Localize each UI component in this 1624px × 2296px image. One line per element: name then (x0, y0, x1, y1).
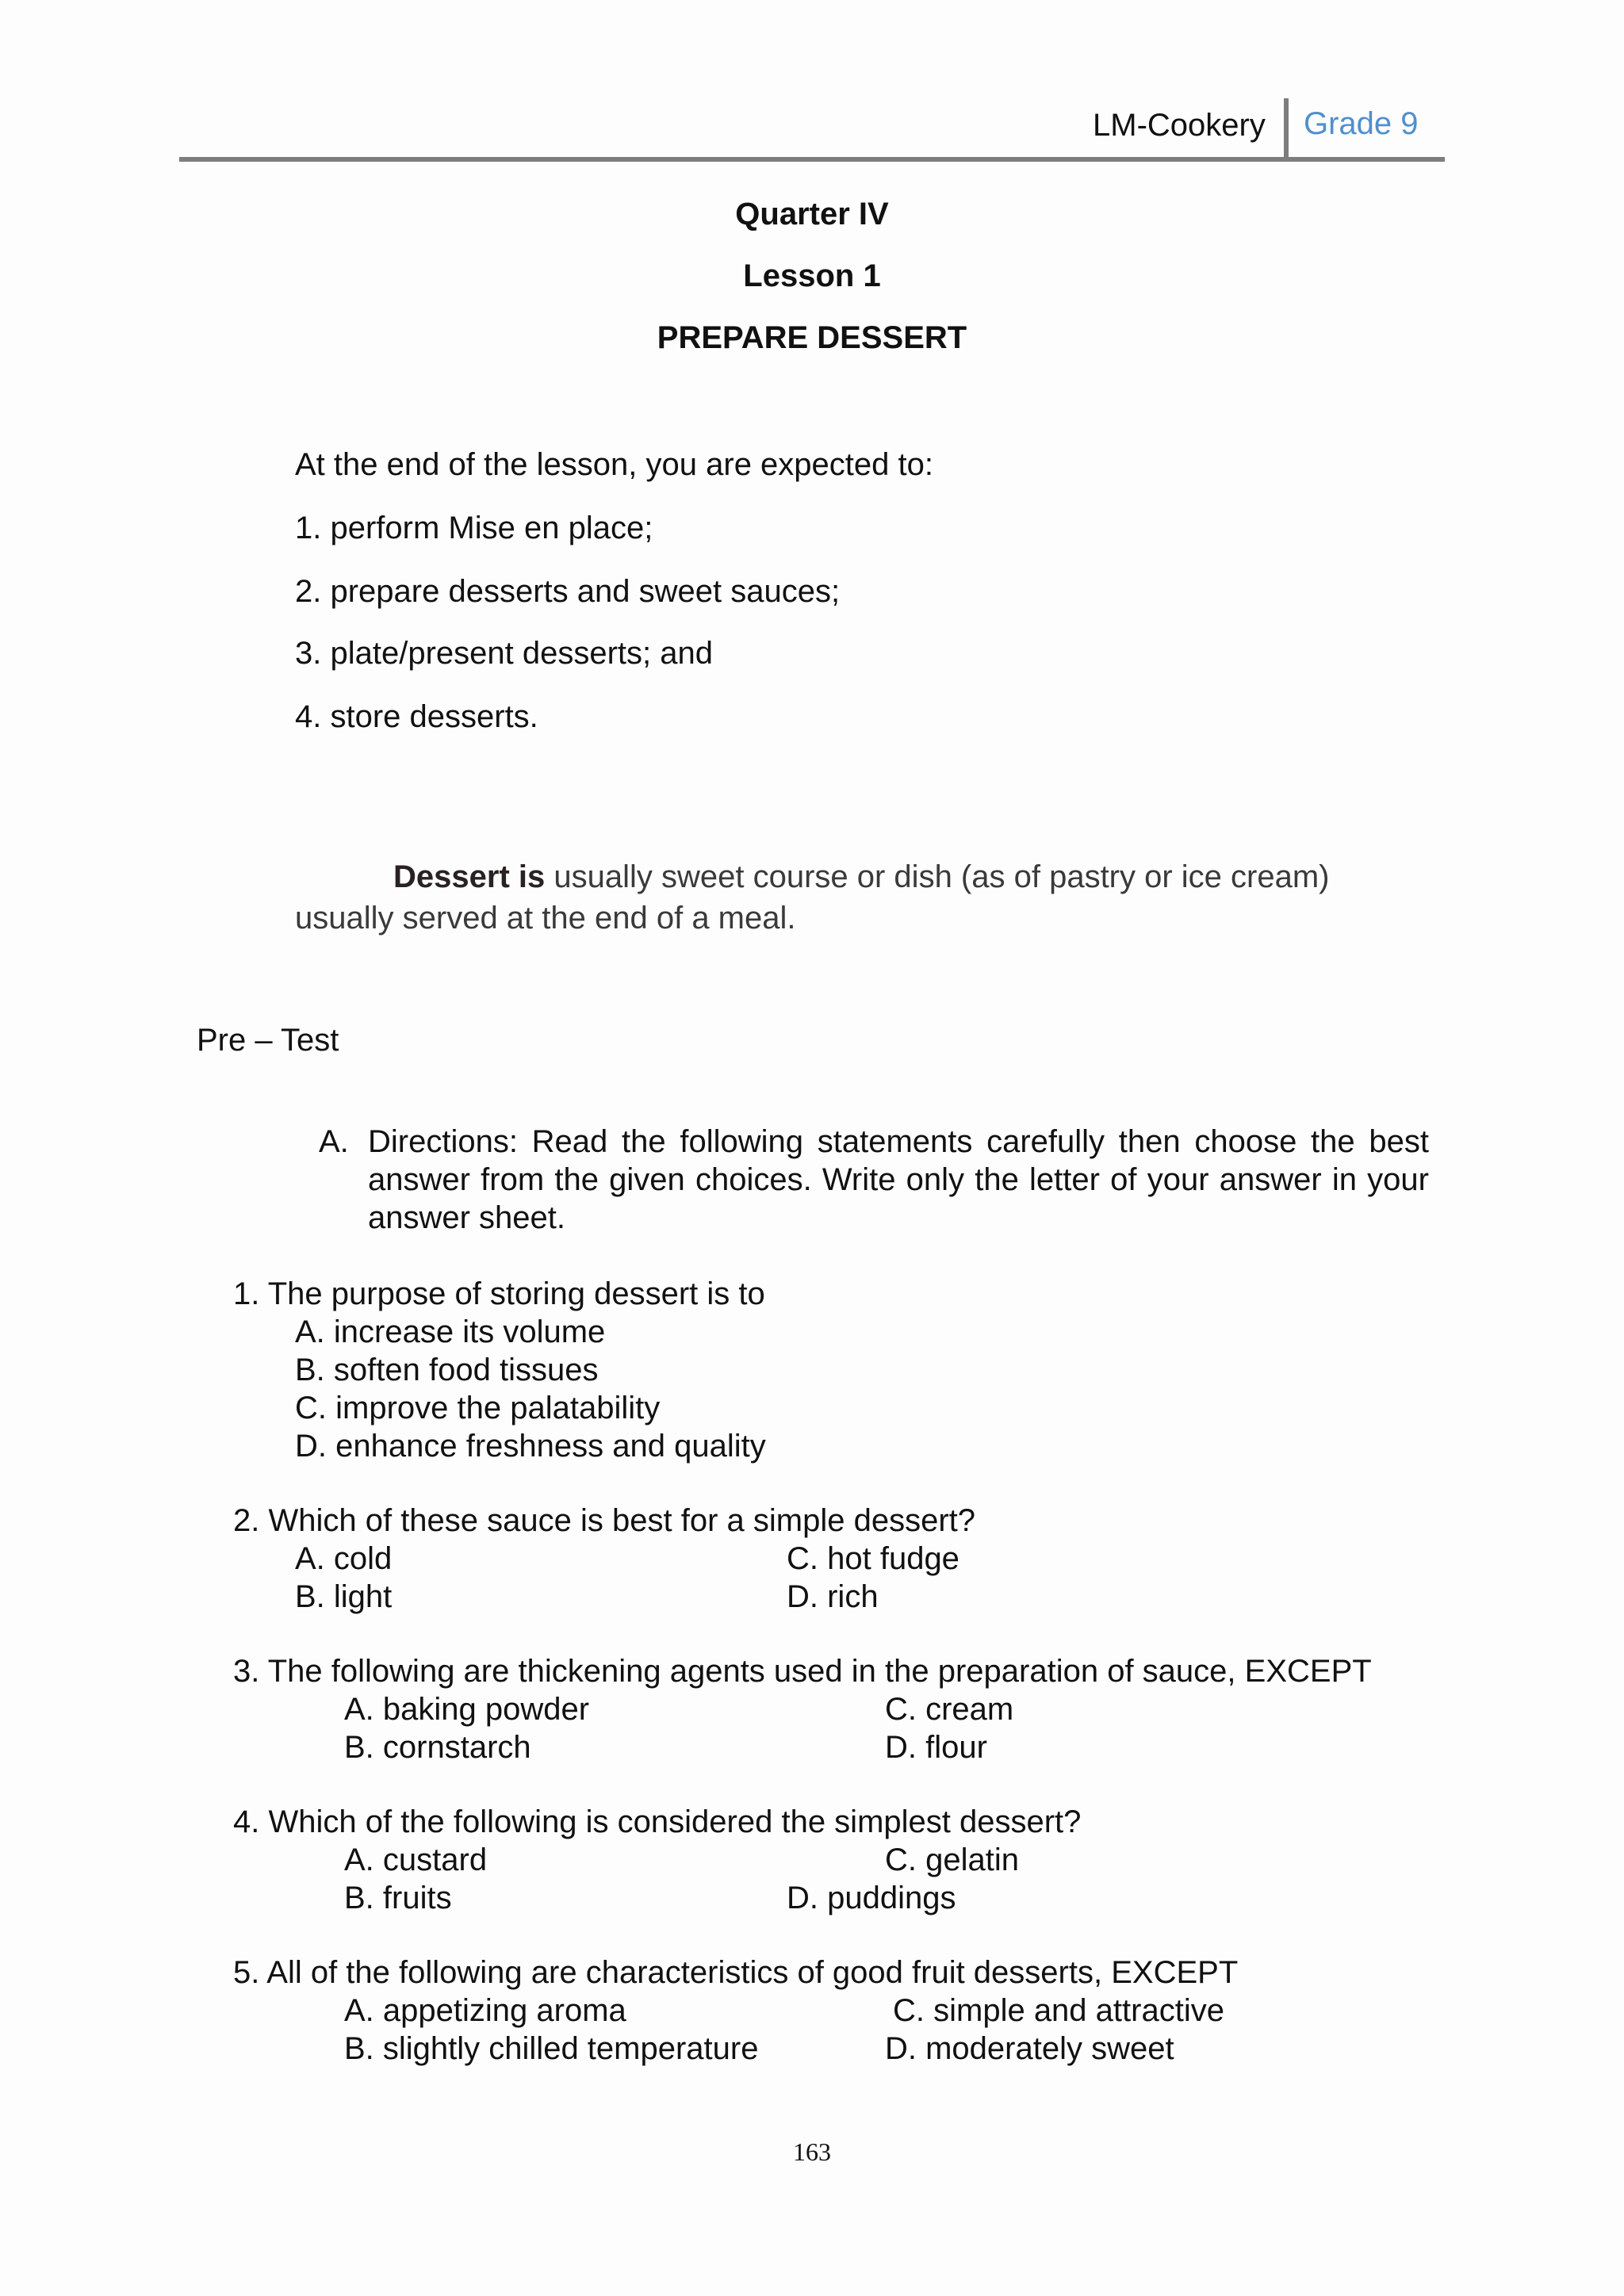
objective-item: 2. prepare desserts and sweet sauces; (295, 574, 841, 609)
definition-term: Dessert is (393, 859, 546, 894)
objective-item: 4. store desserts. (295, 699, 538, 734)
question-choice: A. custard (344, 1843, 488, 1877)
question-choice: C. improve the palatability (295, 1391, 661, 1425)
question-stem: 1. The purpose of storing dessert is to (233, 1276, 765, 1311)
question-choice: C. simple and attractive (893, 1993, 1224, 2028)
question-choice: B. fruits (344, 1881, 452, 1915)
header-grade: Grade 9 (1304, 106, 1419, 141)
question-choice: A. baking powder (344, 1692, 590, 1727)
question-stem: 3. The following are thickening agents used in the preparation of sauce, EXCEPT (233, 1654, 1372, 1689)
objective-item: 1. perform Mise en place; (295, 511, 653, 545)
directions-text: Directions: Read the following statements carefully then choose the best answer from the given choices. Write only the letter of your answer in your answer sheet. (368, 1124, 1429, 1235)
header-rule (179, 157, 1445, 162)
question-choice: D. flour (885, 1730, 987, 1765)
definition-line-1 (393, 859, 1330, 895)
objective-item: 3. plate/present desserts; and (295, 636, 713, 671)
question-choice: D. enhance freshness and quality (295, 1429, 766, 1464)
page-number: 163 (793, 2137, 831, 2166)
question-choice: A. cold (295, 1541, 393, 1576)
question-choice: C. hot fudge (787, 1541, 959, 1576)
question-choice: B. soften food tissues (295, 1353, 599, 1387)
topic-title: PREPARE DESSERT (657, 320, 967, 355)
definition-text: usually sweet course or dish (as of pastry or ice cream) (545, 859, 1330, 894)
objectives-intro: At the end of the lesson, you are expected to: (295, 447, 933, 482)
question-choice: A. appetizing aroma (344, 1993, 626, 2028)
question-stem: 2. Which of these sauce is best for a simple dessert? (233, 1503, 975, 1538)
question-choice: B. slightly chilled temperature (344, 2031, 759, 2066)
question-stem: 4. Which of the following is considered the simplest dessert? (233, 1804, 1082, 1839)
question-choice: D. moderately sweet (885, 2031, 1174, 2066)
question-choice: B. light (295, 1579, 393, 1614)
quarter-title: Quarter IV (735, 197, 889, 232)
pretest-heading: Pre – Test (197, 1023, 339, 1058)
lesson-title: Lesson 1 (743, 258, 881, 293)
question-choice: D. rich (787, 1579, 879, 1614)
header-subject: LM-Cookery (1093, 108, 1266, 143)
definition-line-2: usually served at the end of a meal. (295, 901, 796, 936)
question-choice: A. increase its volume (295, 1314, 606, 1349)
question-choice: C. cream (885, 1692, 1014, 1727)
header-separator (1284, 98, 1289, 159)
directions-letter: A. (319, 1124, 349, 1159)
question-choice: D. puddings (787, 1881, 956, 1915)
question-choice: C. gelatin (885, 1843, 1019, 1877)
question-choice: B. cornstarch (344, 1730, 531, 1765)
question-stem: 5. All of the following are characteristics of good fruit desserts, EXCEPT (233, 1955, 1239, 1990)
